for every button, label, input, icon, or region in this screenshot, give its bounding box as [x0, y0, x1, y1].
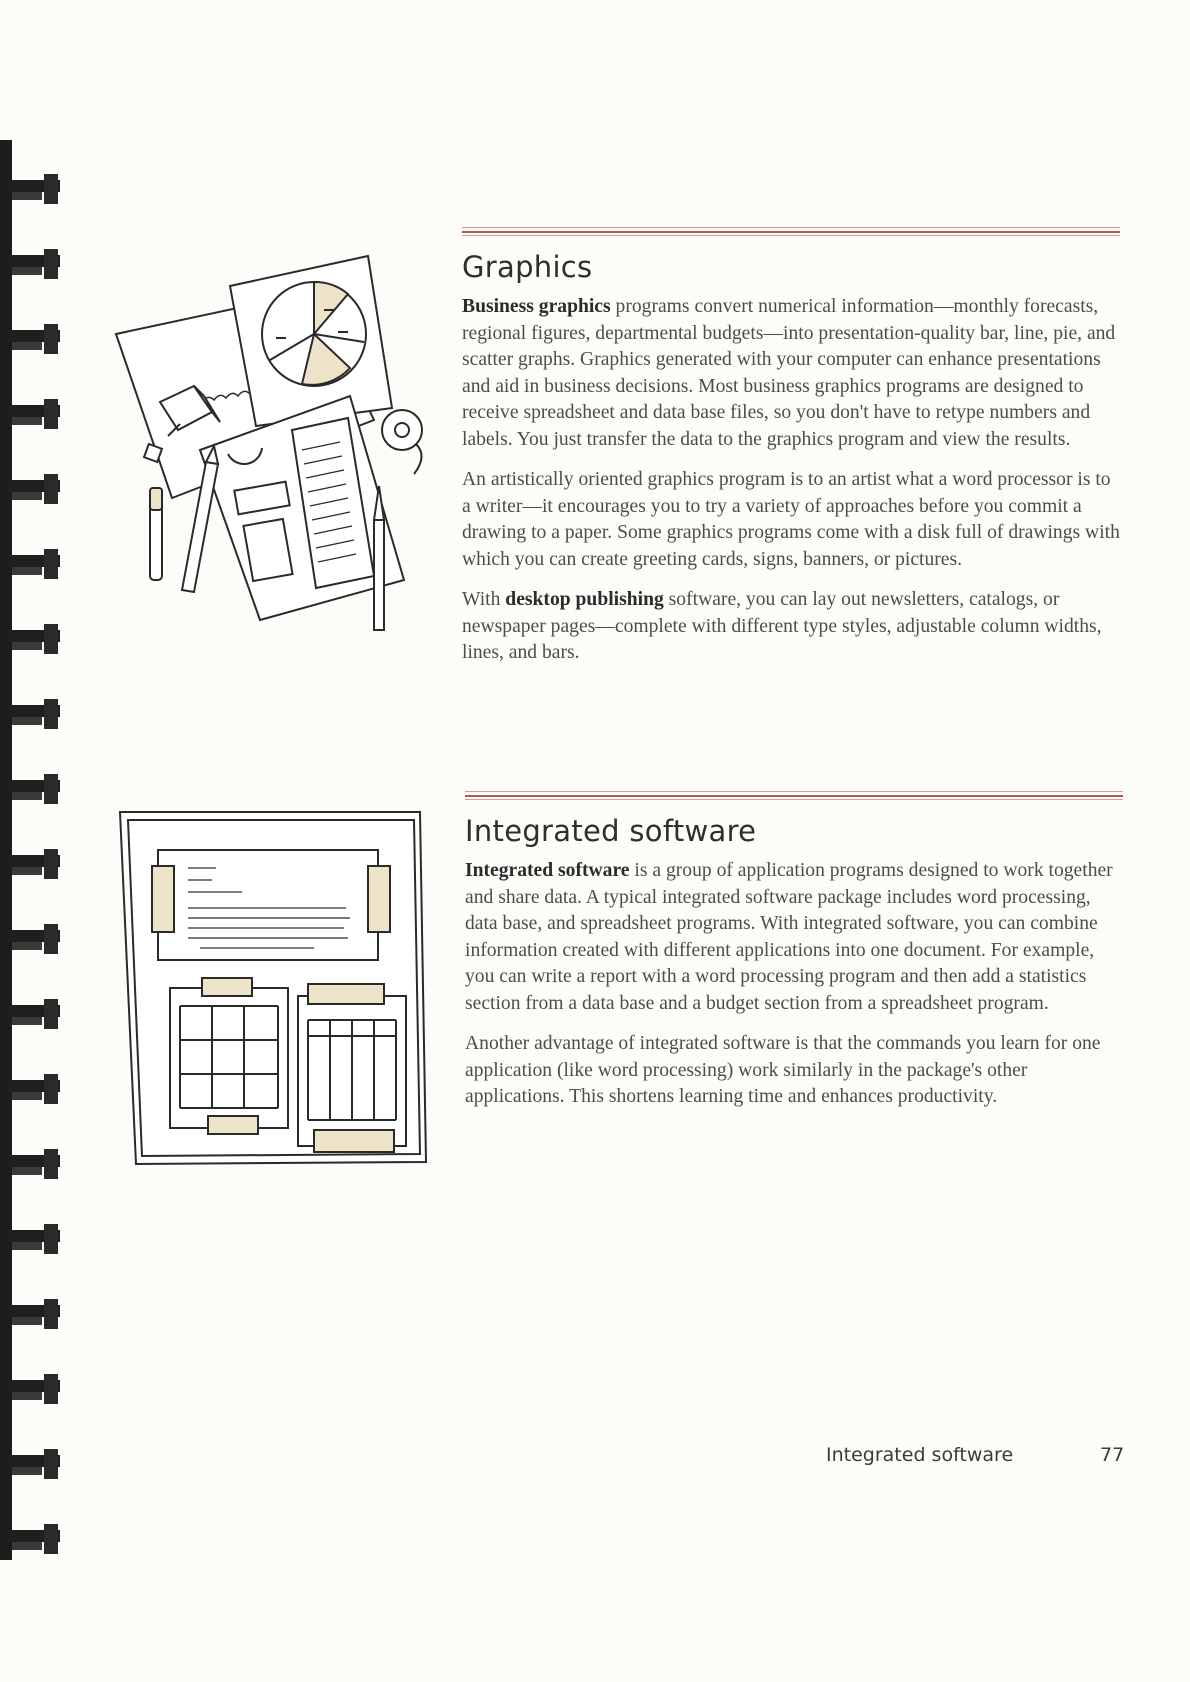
section-heading: Integrated software	[465, 814, 757, 848]
running-title: Integrated software	[826, 1444, 1014, 1466]
paragraph: With desktop publishing software, you can lay out newsletters, catalogs, or newspaper pages—complete with different type styles, adjustable column widths, lines, and bars.	[462, 589, 1102, 663]
paragraph: Business graphics programs convert numerical information—monthly forecasts, regional figures, departmental budgets—into presentation-quality bar, line, pie, and scatter graphs. Graphics generated with your computer can enhance presentations and aid in business decisions. Most business graphics programs are designed to receive spreadsheet and data base files, so you don't have to retype numbers and labels. You just transfer the data to the graphics program and view the results.	[462, 296, 1116, 450]
section-heading: Graphics	[462, 250, 593, 284]
bold-term: Business graphics	[462, 296, 611, 317]
integrated-software-illustration-icon	[114, 808, 434, 1168]
section-integrated-software	[465, 790, 1123, 1125]
bold-term: desktop publishing	[505, 589, 664, 610]
page-number: 77	[1100, 1444, 1125, 1466]
spiral-binding-icon	[0, 140, 70, 1560]
graphics-illustration-icon	[112, 250, 442, 660]
paragraph: Integrated software is a group of application programs designed to work together and share data. A typical integrated software package includes word processing, data base, and spreadsheet programs. With integrated software, you can combine information created with different applications into one document. For example, you can write a report with a word processing program and then add a statistics section from a data base and a budget section from a spreadsheet program.	[465, 860, 1113, 1014]
section-rule	[462, 226, 1120, 240]
paragraph: Another advantage of integrated software is that the commands you learn for one application (like word processing) work similarly in the package's other applications. This shortens learning time and enhances productivity.	[465, 1033, 1101, 1107]
paragraph: An artistically oriented graphics program is to an artist what a word processor is to a writer—it encourages you to try a variety of approaches before you commit a drawing to a paper. Some graphics programs come with a disk full of drawings with which you can create greeting cards, signs, banners, or pictures.	[462, 469, 1120, 570]
section-rule	[465, 790, 1123, 804]
section-graphics	[462, 226, 1120, 681]
bold-term: Integrated software	[465, 860, 630, 881]
